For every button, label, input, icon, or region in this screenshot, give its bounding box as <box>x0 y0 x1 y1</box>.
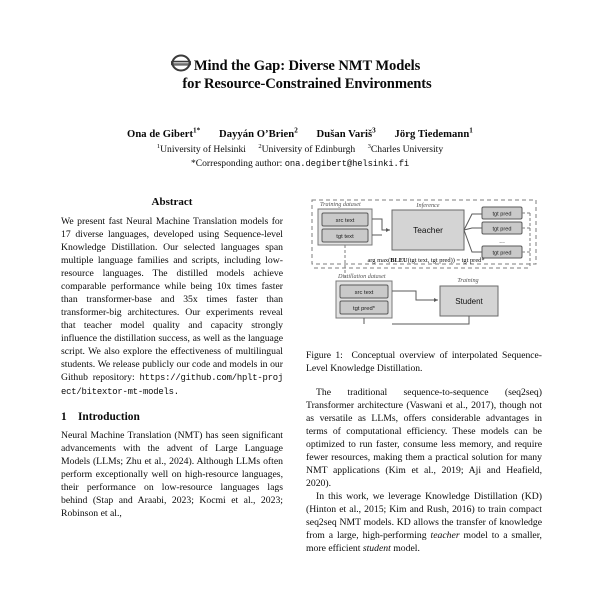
figure-caption-text: Conceptual overview of interpolated Sequence-Level Knowledge Distillation. <box>306 350 542 374</box>
author-name: Ona de Gibert <box>127 129 194 140</box>
emphasis-student: student <box>362 543 391 555</box>
figure-box-tgt-pred: tgt pred <box>492 226 512 233</box>
left-column <box>61 196 283 520</box>
author-sup: 3 <box>372 126 376 135</box>
figure-caption-label: Figure 1: <box>306 350 343 361</box>
affiliation-name: Charles University <box>370 144 444 155</box>
affiliation-name: University of Edinburgh <box>261 144 356 155</box>
title-block <box>58 58 542 93</box>
corresponding-author <box>58 157 542 171</box>
paper-title-line2: for Resource-Constrained Environments <box>182 75 432 92</box>
right-column <box>306 196 542 555</box>
abstract-body <box>61 215 283 399</box>
figure-label-ellipsis: ... <box>499 238 505 245</box>
page-title <box>58 58 542 93</box>
author-block <box>58 128 542 171</box>
figure-box-tgt-pred: tgt pred <box>492 211 512 218</box>
figure-box-tgt-pred: tgt pred <box>492 250 512 257</box>
corresponding-label: *Corresponding author: <box>190 158 283 169</box>
figure-label-distillation-dataset: Distillation dataset <box>338 273 386 280</box>
section-heading-introduction <box>61 411 283 423</box>
figure-caption <box>306 350 542 375</box>
emphasis-teacher: teacher <box>430 530 460 542</box>
abstract-url[interactable]: https://github.com/hplt-project/bitextor-mt-models. <box>61 373 283 397</box>
corresponding-email[interactable]: ona.degibert@helsinki.fi <box>284 159 410 169</box>
author-sup: 1 <box>469 126 473 135</box>
author-name: Dušan Variš <box>316 129 373 140</box>
right-paragraph-2-part-b: model to a smaller, more efficient <box>306 530 542 555</box>
author-name: Jörg Tiedemann <box>394 129 470 140</box>
figure-box-tgt-text: tgt text <box>336 234 354 240</box>
author-sup: 1* <box>193 126 201 135</box>
introduction-paragraph-1: Neural Machine Translation (NMT) has seen significant advancements with the advent of Large Language Models (LLMs; Zhu et al., 2024). Although LLMs often perform exceptionally well on high-resource languages, their performance on low-resource languages lags behind (Stap and Araabi, 2023; Kocmi et al., 2023; Robinson et al., <box>61 430 283 519</box>
figure-box-tgt-pred-star: tgt pred* <box>353 306 375 312</box>
abstract-heading: Abstract <box>151 196 193 208</box>
figure-equation: arg max(BLEU(tgt text, tgt pred)) = tgt pred* <box>367 257 485 264</box>
author-sup: 2 <box>294 126 298 135</box>
paper-title-line1: Mind the Gap: Diverse NMT Models <box>193 58 421 74</box>
right-paragraph-2-part-a: In this work, we leverage Knowledge Distillation (KD) (Hinton et al., 2015; Kim and Rush, 2016) to train compact seq2seq NMT models. KD allows the transfer of knowledge from a large, high-performing <box>306 491 542 542</box>
section-title: Introduction <box>78 411 140 423</box>
section-number: 1 <box>61 411 67 423</box>
right-paragraph-1: The traditional sequence-to-sequence (seq2seq) Transformer architecture (Vaswani et al., 2017), though not as versatile as LLMs, offers considerable advantages in terms of computational efficiency. These models can be optimized to run faster, consume less memory, and require fewer resources, making them a practical solution for many NMT applications (Kim et al., 2019; Aji and Heafield, 2020). <box>306 387 542 490</box>
figure-box-teacher: Teacher <box>413 225 443 235</box>
figure-box-student: Student <box>455 297 483 306</box>
author-name: Dayyán O’Brien <box>219 129 295 140</box>
roundel-logo-icon <box>170 52 192 74</box>
affiliation-list <box>58 143 542 156</box>
figure-box-src-text: src text <box>335 218 355 224</box>
title-row <box>58 58 542 93</box>
figure-box-src-text: src text <box>354 290 374 296</box>
affiliation-sup: 2 <box>258 142 262 150</box>
affiliation-sup: 1 <box>156 142 161 150</box>
author-names <box>58 128 542 142</box>
abstract-text: We present fast Neural Machine Translation models for 17 diverse languages, developed using Sequence-level Knowledge Distillation. Our selected languages span multiple language families and scripts, including low-resource languages. The distilled models achieve comparable performance while being 10x times faster than transformer-base and 35x times faster than transformer-big architectures. Our experiments reveal that teacher model quality and capacity strongly influence the distillation success, as well as the language script. We also explore the effectiveness of multilingual students. We release publicly our code and models in our Github repository: <box>61 216 283 383</box>
right-paragraph-2 <box>306 490 542 555</box>
figure-label-inference: Inference <box>416 202 440 209</box>
figure-label-training: Training <box>457 277 479 284</box>
affiliation-name: University of Helsinki <box>160 144 246 155</box>
figure-label-training-dataset: Training dataset <box>320 201 361 208</box>
figure-1-diagram <box>306 196 542 344</box>
right-paragraph-2-part-c: model. <box>390 543 420 555</box>
affiliation-sup: 3 <box>367 142 371 150</box>
